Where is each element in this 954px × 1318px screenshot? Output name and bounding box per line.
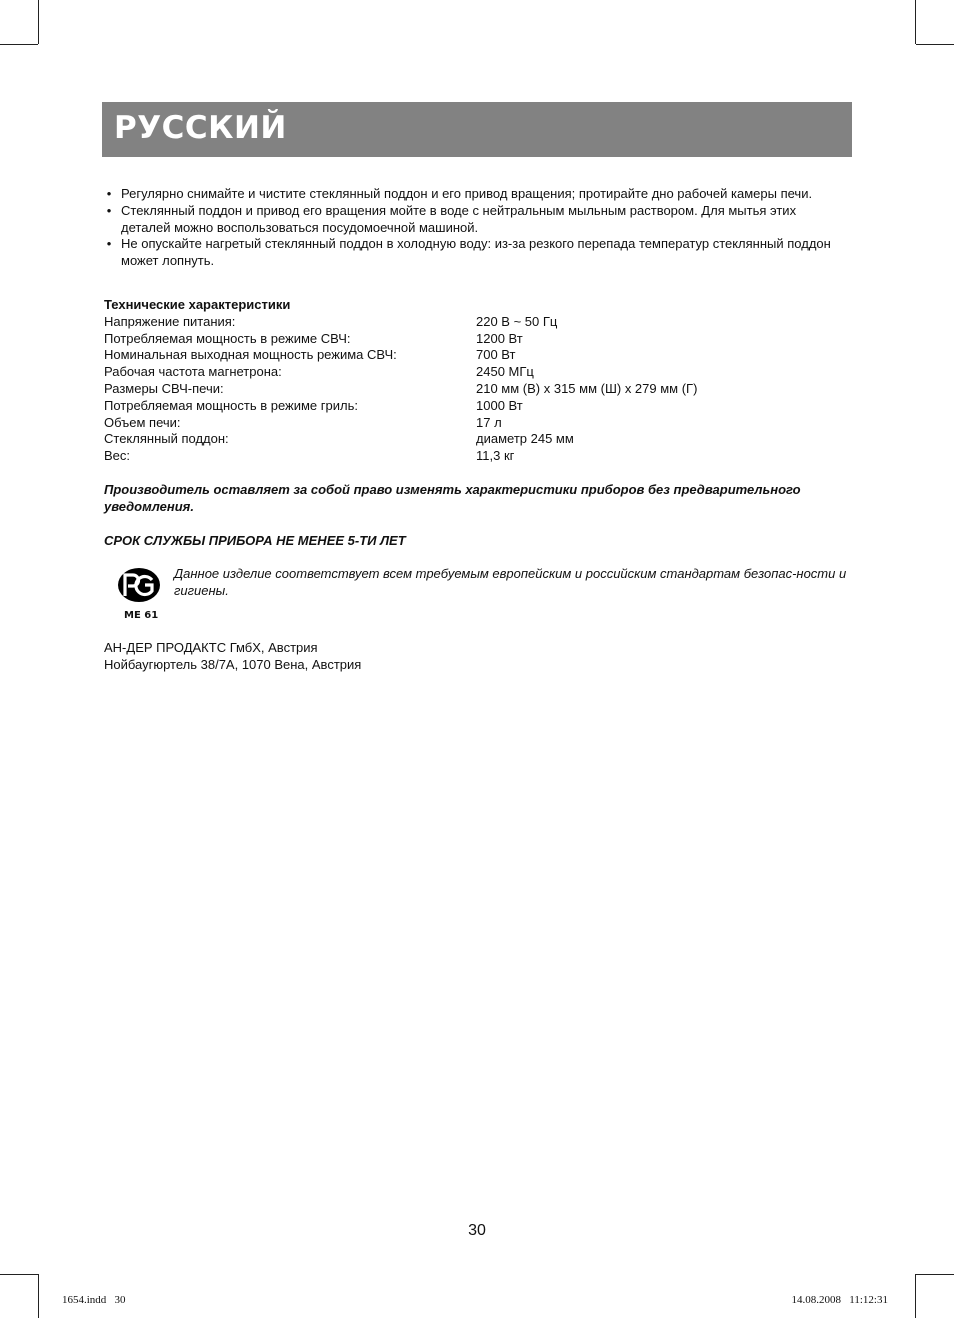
- spec-row: [104, 314, 849, 331]
- address-line: Нойбаугюртель 38/7А, 1070 Вена, Австрия: [104, 657, 362, 673]
- spec-row: [104, 448, 849, 465]
- crop-mark: [38, 1274, 39, 1318]
- specs-title: Технические характеристики: [104, 296, 291, 312]
- spec-value: 700 Вт: [476, 347, 516, 363]
- spec-name: Рабочая частота магнетрона:: [104, 364, 282, 380]
- spec-value: 11,3 кг: [476, 448, 515, 464]
- spec-value: 220 В ~ 50 Гц: [476, 313, 558, 329]
- spec-name: Вес:: [104, 448, 131, 464]
- list-item: • Регулярно снимайте и чистите стеклянный поддон и его привод вращения; протирайте дно рабочей камеры печи.: [104, 186, 849, 203]
- spec-row: [104, 398, 849, 415]
- spec-row: [104, 331, 849, 348]
- crop-mark: [0, 1274, 38, 1275]
- bullet-icon: •: [106, 186, 112, 201]
- spec-name: Напряжение питания:: [104, 313, 236, 329]
- spec-value: 17 л: [476, 414, 502, 430]
- spec-row: [104, 415, 849, 432]
- care-instructions-list: [104, 186, 849, 270]
- spec-value: 1000 Вт: [476, 397, 523, 413]
- spec-name: Номинальная выходная мощность режима СВЧ:: [104, 347, 397, 363]
- spec-value: 210 мм (В) х 315 мм (Ш) х 279 мм (Г): [476, 380, 698, 396]
- spec-value: диаметр 245 мм: [476, 431, 574, 447]
- crop-mark: [916, 44, 954, 45]
- specs-table: [104, 314, 849, 465]
- service-life-notice: СРОК СЛУЖБЫ ПРИБОРА НЕ МЕНЕЕ 5-ТИ ЛЕТ: [104, 532, 406, 548]
- spec-row: [104, 364, 849, 381]
- certification-logo: [104, 566, 168, 626]
- spec-name: Объем печи:: [104, 414, 181, 430]
- address-line: АН-ДЕР ПРОДАКТС ГмбХ, Австрия: [104, 640, 318, 656]
- spec-value: 2450 МГц: [476, 364, 534, 380]
- crop-mark: [38, 0, 39, 44]
- certification-block: [104, 566, 849, 626]
- page-content: [104, 186, 849, 674]
- language-title: РУССКИЙ: [114, 110, 287, 146]
- spec-name: Потребляемая мощность в режиме гриль:: [104, 397, 358, 413]
- spec-row: [104, 381, 849, 398]
- certification-code: ME 61: [124, 610, 159, 622]
- spec-row: [104, 347, 849, 364]
- crop-mark: [915, 1274, 916, 1318]
- certification-text: Данное изделие соответствует всем требуемым европейским и российским стандартам безопас-ности и гигиены.: [174, 566, 847, 599]
- slug-datetime: 14.08.2008 11:12:31: [791, 1294, 888, 1306]
- spec-value: 1200 Вт: [476, 330, 523, 346]
- spec-name: Потребляемая мощность в режиме СВЧ:: [104, 330, 351, 346]
- language-header-bar: [102, 102, 852, 157]
- rst-certification-icon: [116, 566, 162, 606]
- page-number: 30: [468, 1222, 486, 1239]
- slug-file: 1654.indd 30: [62, 1294, 126, 1306]
- manufacturer-address: [104, 640, 849, 674]
- spec-name: Размеры СВЧ-печи:: [104, 380, 224, 396]
- specs-change-notice: Производитель оставляет за собой право изменять характеристики приборов без предварительного уведомления.: [104, 481, 801, 514]
- list-item: • Не опускайте нагретый стеклянный поддон в холодную воду: из-за резкого перепада температур стеклянный поддон может лопнуть.: [104, 236, 849, 270]
- spec-name: Стеклянный поддон:: [104, 431, 229, 447]
- crop-mark: [915, 0, 916, 44]
- bullet-icon: •: [106, 202, 112, 218]
- spec-row: [104, 431, 849, 448]
- crop-mark: [916, 1274, 954, 1275]
- bullet-icon: •: [106, 236, 112, 252]
- crop-mark: [0, 44, 38, 45]
- list-item: • Стеклянный поддон и привод его вращения мойте в воде с нейтральным мыльным раствором. Для мытья этих деталей можно воспользоваться посудомоечной машиной.: [104, 203, 849, 237]
